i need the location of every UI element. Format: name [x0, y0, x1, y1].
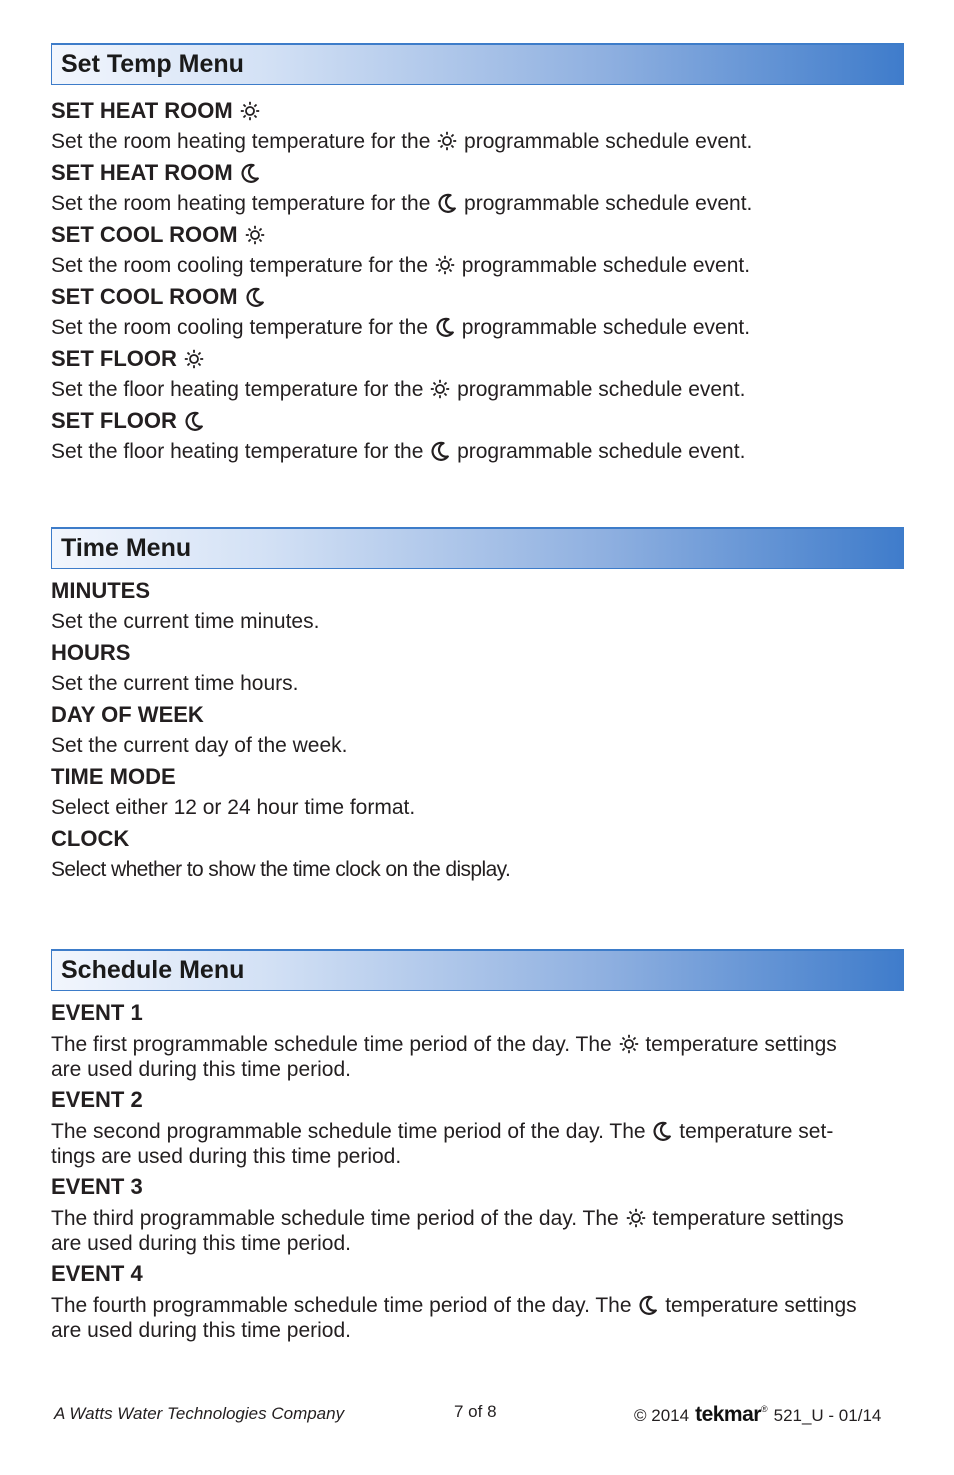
description-line: The third programmable schedule time period of the day. The temperature settings: [51, 1207, 844, 1230]
moon-icon: [430, 439, 450, 459]
entry-description: Select either 12 or 24 hour time format.: [51, 796, 416, 819]
entry-description: Select whether to show the time clock on the display.: [51, 858, 511, 881]
entry-description: [51, 1202, 904, 1258]
section-header: [51, 43, 904, 85]
entry-term: EVENT 1: [51, 1000, 143, 1025]
footer-page-number: 7 of 8: [454, 1402, 497, 1421]
entry-term: SET COOL ROOM: [51, 219, 904, 250]
sun-icon: [619, 1034, 639, 1054]
tekmar-logo: tekmar®: [695, 1403, 768, 1426]
entry-description: Set the room cooling temperature for the programmable schedule event.: [51, 254, 751, 277]
entry-description: Set the room heating temperature for the programmable schedule event.: [51, 130, 753, 153]
entry-term: SET COOL ROOM: [51, 281, 904, 312]
moon-icon: [245, 284, 265, 304]
description-line: The first programmable schedule time period of the day. The temperature settings: [51, 1033, 837, 1056]
sun-icon: [626, 1208, 646, 1228]
footer-right: [634, 1403, 881, 1427]
section-title: Set Temp Menu: [61, 50, 244, 78]
entry-description: Set the current day of the week.: [51, 734, 348, 757]
section-title: Time Menu: [61, 534, 192, 562]
moon-icon: [184, 408, 204, 428]
entry-term: MINUTES: [51, 578, 150, 603]
description-line: tings are used during this time period.: [51, 1145, 402, 1168]
entry-description: [51, 1289, 904, 1345]
entry-term: HOURS: [51, 640, 131, 665]
set-temp-list: [51, 95, 904, 467]
schedule-list: [51, 997, 904, 1345]
entry-term: EVENT 3: [51, 1174, 143, 1199]
entry-term: CLOCK: [51, 826, 130, 851]
entry-description: Set the current time minutes.: [51, 610, 320, 633]
entry-term: DAY OF WEEK: [51, 702, 204, 727]
footer-copyright: © 2014: [634, 1406, 690, 1425]
entry-description: Set the current time hours.: [51, 672, 299, 695]
description-line: The second programmable schedule time period of the day. The temperature set-: [51, 1120, 834, 1143]
footer-doc-code: 521_U - 01/14: [773, 1406, 882, 1425]
schedule-section: [51, 949, 904, 1345]
entry-term: EVENT 4: [51, 1261, 143, 1286]
description-line: are used during this time period.: [51, 1232, 351, 1255]
sun-icon: [437, 129, 457, 149]
moon-icon: [638, 1295, 658, 1315]
entry-term: SET HEAT ROOM: [51, 157, 904, 188]
set-temp-section: [51, 43, 904, 467]
description-line: are used during this time period.: [51, 1058, 351, 1081]
moon-icon: [240, 160, 260, 180]
entry-term: EVENT 2: [51, 1087, 143, 1112]
section-title: Schedule Menu: [61, 956, 245, 984]
entry-description: Set the floor heating temperature for the programmable schedule event.: [51, 440, 746, 463]
entry-term: SET HEAT ROOM: [51, 95, 904, 126]
description-line: The fourth programmable schedule time period of the day. The temperature settings: [51, 1294, 857, 1317]
entry-description: [51, 1028, 904, 1084]
moon-icon: [437, 191, 457, 211]
sun-icon: [430, 377, 450, 397]
sun-icon: [240, 98, 260, 118]
time-list: [51, 575, 904, 885]
sun-icon: [245, 222, 265, 242]
moon-icon: [652, 1121, 672, 1141]
entry-description: [51, 1115, 904, 1171]
entry-description: Set the room cooling temperature for the programmable schedule event.: [51, 316, 751, 339]
time-section: [51, 527, 904, 885]
entry-term: TIME MODE: [51, 764, 176, 789]
sun-icon: [184, 346, 204, 366]
description-line: are used during this time period.: [51, 1319, 351, 1342]
section-header: [51, 949, 904, 991]
entry-description: Set the floor heating temperature for the programmable schedule event.: [51, 378, 746, 401]
moon-icon: [435, 315, 455, 335]
entry-term: SET FLOOR: [51, 405, 904, 436]
entry-description: Set the room heating temperature for the programmable schedule event.: [51, 192, 753, 215]
footer-company: A Watts Water Technologies Company: [54, 1404, 345, 1423]
sun-icon: [435, 253, 455, 273]
entry-term: SET FLOOR: [51, 343, 904, 374]
section-header: [51, 527, 904, 569]
